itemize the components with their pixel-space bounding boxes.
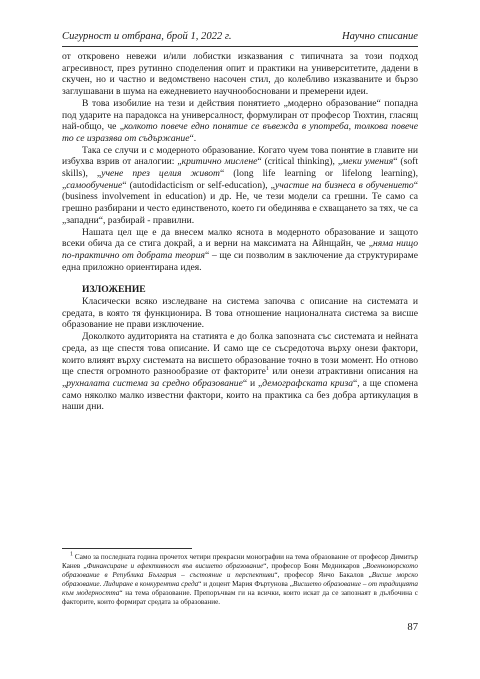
journal-issue: Сигурност и отбрана, брой 1, 2022 г. — [62, 31, 232, 42]
footnote-text-1: Само за последната година прочетох четири прекрасни монографии на тема образование от професор Димитър Канев „ — [62, 553, 418, 570]
term-lifelong-learning: учене през целия живот — [101, 168, 220, 180]
section-spacer — [62, 273, 418, 284]
paragraph-2-text-end: “. — [189, 132, 197, 144]
paragraph-4 — [62, 227, 418, 274]
paragraph-6-text: Доколкото аудиторията на статията е до болка запозната със системата и нейната среда, аз ще спестя това описание. И само ще се съсредоточа върху онези фактори, които влияят върху системата на висшето образование точно в този момент. Но отново ще спестя огромното разнообразие от факторите — [62, 331, 418, 378]
term-demographic-crisis: демографската криза — [262, 377, 354, 389]
footnote-mark: 1 — [70, 551, 73, 558]
footnote-text-3: “, професор Янчо Бакалов „ — [274, 571, 372, 579]
paragraph-3-text-6: “ (business involvement in education) и др. Не, че тези модели са грешни. Те само са грешно разбирани и често единственото, което ги обединява е схващането за тях, че са „западни“, разбирай - правилни. — [62, 179, 418, 226]
paragraph-3-text: Така се случи и с модерното образование. Когато чуем това понятие в главите ни избухва взрив от аналогии: „ — [62, 144, 418, 168]
paragraph-6-text-3: “ и „ — [242, 377, 263, 389]
footnote-reference: 1 — [265, 366, 269, 373]
footnote-rule — [62, 548, 192, 549]
footnote-text-4: “ и доцент Мария Фъртунова „ — [198, 580, 293, 588]
paragraph-4-text-end: “ – ще си позволим в заключение да структурираме една приложно ориентирана идея. — [62, 249, 419, 273]
paragraph-1 — [62, 51, 418, 98]
paragraph-3-text-3: “ (soft skills), „ — [62, 156, 418, 180]
paragraph-2-quote: колкото повече едно понятие се въвежда в употреба, толкова повече то се изразява от съдържание — [62, 121, 418, 144]
paragraph-3-text-4: “ (long life learning or lifelong learning), „ — [62, 168, 418, 191]
term-secondary-education: рухналата система за средно образование — [66, 377, 243, 389]
paragraph-2-text: В това изобилие на тези и действия понятието „модерно образование“ попадна под ударите на парадокса на универсалност, формулиран от професор Тюхтин, гласящ най-общо, че „ — [62, 97, 418, 133]
footnote — [62, 553, 418, 607]
paragraph-3-text-5: “ (autodidacticism or self-education), „ — [122, 179, 275, 191]
footnote-text — [62, 553, 418, 607]
footnote-text-2: “, професор Боян Медникаров „ — [263, 562, 366, 570]
running-header — [62, 31, 418, 42]
journal-type: Научно списание — [341, 31, 418, 42]
paragraph-3 — [62, 145, 418, 227]
term-self-education: самообучение — [66, 179, 123, 191]
page-number: 87 — [407, 622, 418, 633]
paragraph-4-text: Нашата цел ще е да внесем малко яснота в модерното образование и защото всеки обича да се стига докрай, а и верни на максимата на Айнщайн, че „ — [62, 226, 418, 250]
footnote-title-2: Военноморското образование в Република България – състояние и перспективи — [62, 562, 419, 579]
footnote-title-3: Висше морско образование. Лидиране в конкурентна среда — [62, 571, 418, 588]
einstein-quote: няма нищо по-практично от добрата теория — [62, 238, 418, 261]
term-critical-thinking: критично мислене — [181, 156, 258, 168]
paragraph-6-text-4: “, а ще спомена само няколко малко известни фактори, които на практика са без добра артикулация в наши дни. — [62, 377, 418, 413]
paragraph-6-text-2: или онези атрактивни описания на „ — [62, 366, 418, 389]
paragraph-5-text: Класически всяко изследване на система започва с описание на системата и средата, в която тя функционира. В това отношение националната система за висше образование не прави изключение. — [62, 296, 418, 331]
paragraph-5 — [62, 296, 418, 331]
term-business-involvement: участие на бизнеса в обучението — [274, 179, 414, 191]
paragraph-6 — [62, 331, 418, 413]
footnote-title-4: Висшето образование – от традицията към модерността — [62, 580, 418, 597]
section-title: ИЗЛОЖЕНИЕ — [82, 284, 146, 296]
header-rule — [62, 46, 418, 47]
paragraph-1-text: от откровено невежи и/или лобистки изказвания с типичната за този подход агресивност, през рутинно споделения опит и практики на университетите, дадени в скучен, но и частно и ведомствено насочен стил, до колебливо изказваните и бързо заглушавани в шума на ежедневието научнообосновани и премерени идеи. — [62, 51, 418, 98]
paragraph-2 — [62, 98, 418, 145]
paragraph-3-text-2: “ (critical thinking), „ — [257, 156, 343, 168]
term-soft-skills: меки умения — [342, 156, 394, 168]
footnote-text-5: “ на тема образование. Препоръчвам ги на всички, които искат да се запознаят в дълбочина с факторите, които формират средата за образование. — [62, 589, 419, 606]
footnote-title-1: Финансиране и ефективност във висшето образование — [86, 562, 264, 570]
main-text — [62, 51, 418, 413]
